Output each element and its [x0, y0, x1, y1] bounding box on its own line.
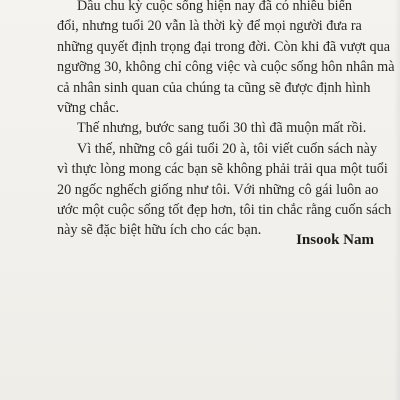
text-line: đổi, nhưng tuổi 20 vẫn là thời kỳ để mọi người đưa ra [57, 18, 362, 35]
text-line: những quyết định trọng đại trong đời. Còn khi đã vượt qua [57, 38, 391, 55]
body-text [57, 0, 395, 241]
page-edge-shadow [394, 0, 400, 400]
text-line: Dầu chu kỳ cuộc sống hiện nay đã có nhiều biến [77, 0, 353, 14]
text-line: vững chắc. [57, 100, 120, 117]
text-line: 20 ngốc nghếch giống như tôi. Với những cô gái luôn ao [57, 181, 379, 198]
text-line: Vì thế, những cô gái tuổi 20 à, tôi viết cuốn sách này [77, 140, 378, 157]
text-line: này sẽ đặc biệt hữu ích cho các bạn. [57, 222, 262, 239]
author-signature: Insook Nam [296, 232, 374, 248]
text-line: cả nhân sinh quan của chúng ta cũng sẽ được định hình [57, 79, 371, 96]
text-line: Thế nhưng, bước sang tuổi 30 thì đã muộn mất rồi. [77, 120, 367, 137]
text-line: ngưỡng 30, không chỉ công việc và cuộc sống hôn nhân mà [57, 59, 395, 76]
text-line: vì thực lòng mong các bạn sẽ không phải trải qua một tuổi [57, 161, 388, 178]
text-line: ước một cuộc sống tốt đẹp hơn, tôi tin chắc rằng cuốn sách [57, 202, 392, 219]
